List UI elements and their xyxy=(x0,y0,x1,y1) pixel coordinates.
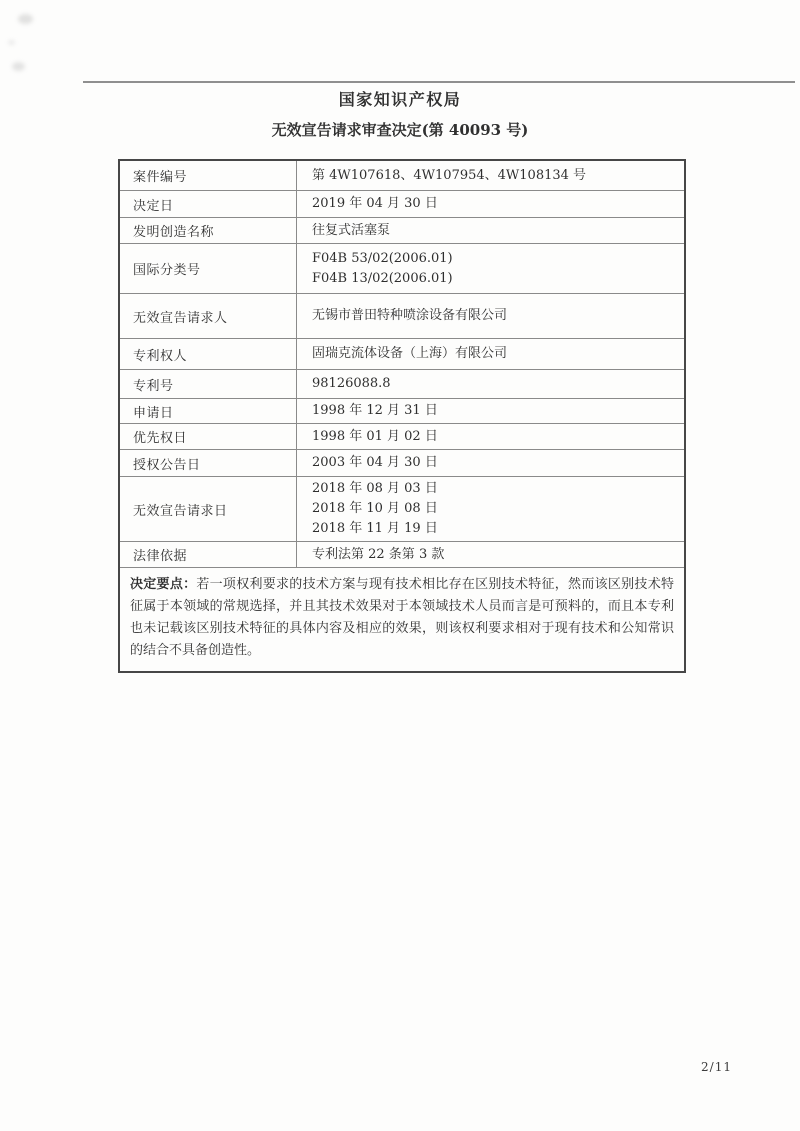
table-row-patentee xyxy=(120,339,684,370)
row-label: 案件编号 xyxy=(120,161,297,190)
row-value xyxy=(297,399,684,423)
row-value xyxy=(297,218,684,243)
decision-gist-text: 若一项权利要求的技术方案与现有技术相比存在区别技术特征，然而该区别技术特征属于本领域的常规选择，并且其技术效果对于本领域技术人员而言是可预料的，而且本专利也未记载该区别技术特征的具体内容及相应的效果，则该权利要求相对于现有技术和公知常识的结合不具备创造性。 xyxy=(130,577,674,658)
row-label: 专利权人 xyxy=(120,339,297,369)
value-line: 2018 年 11 月 19 日 xyxy=(312,521,438,536)
value-line: 第 4W107618、4W107954、4W108134 号 xyxy=(312,167,587,183)
table-row-invention-title xyxy=(120,218,684,244)
table-row-case-number xyxy=(120,161,684,191)
table-row-legal-basis xyxy=(120,542,684,568)
table-row-request-dates xyxy=(120,477,684,542)
document-title: 国家知识产权局 xyxy=(338,90,462,109)
row-label: 发明创造名称 xyxy=(120,218,297,243)
row-value xyxy=(297,542,684,567)
row-value xyxy=(297,339,684,369)
value-line: 1998 年 01 月 02 日 xyxy=(312,428,438,444)
value-line: F04B 13/02(2006.01) xyxy=(312,270,453,286)
value-line: F04B 53/02(2006.01) xyxy=(312,250,453,266)
row-label: 决定日 xyxy=(120,191,297,217)
page-number: 2/11 xyxy=(701,1060,732,1074)
value-line: 专利法第 22 条第 3 款 xyxy=(312,546,445,562)
table-row-decision-date xyxy=(120,191,684,218)
scan-smudge xyxy=(8,40,15,45)
value-line: 2003 年 04 月 30 日 xyxy=(312,455,438,470)
table-row-priority-date xyxy=(120,424,684,450)
value-line: 1998 年 12 月 31 日 xyxy=(312,403,438,418)
row-value xyxy=(297,477,684,541)
header-rule xyxy=(83,81,795,83)
row-label: 无效宣告请求日 xyxy=(120,477,297,541)
row-value xyxy=(297,191,684,217)
row-label: 专利号 xyxy=(120,370,297,398)
row-value xyxy=(297,450,684,476)
value-line: 98126088.8 xyxy=(312,376,391,391)
row-value xyxy=(297,424,684,449)
value-line: 2019 年 04 月 30 日 xyxy=(312,196,438,211)
row-value xyxy=(297,370,684,398)
value-line: 无锡市普田特种喷涂设备有限公司 xyxy=(312,308,508,323)
decision-gist xyxy=(120,568,684,671)
value-line: 2018 年 10 月 08 日 xyxy=(312,501,438,516)
row-label: 申请日 xyxy=(120,399,297,423)
row-value xyxy=(297,294,684,338)
decision-gist-label: 决定要点： xyxy=(130,577,197,592)
scan-smudge xyxy=(18,14,33,24)
row-label: 国际分类号 xyxy=(120,244,297,293)
decision-number-subtitle: 无效宣告请求审查决定(第 40093 号) xyxy=(271,121,529,139)
table-row-ipc-class xyxy=(120,244,684,294)
row-label: 法律依据 xyxy=(120,542,297,567)
scan-smudge xyxy=(12,62,25,71)
value-line: 往复式活塞泵 xyxy=(312,222,391,238)
row-label: 优先权日 xyxy=(120,424,297,449)
bibliographic-table xyxy=(118,159,686,673)
value-line: 2018 年 08 月 03 日 xyxy=(312,481,438,496)
row-label: 无效宣告请求人 xyxy=(120,294,297,338)
row-label: 授权公告日 xyxy=(120,450,297,476)
row-value xyxy=(297,161,684,190)
table-row-grant-date xyxy=(120,450,684,477)
row-value xyxy=(297,244,684,293)
value-line: 固瑞克流体设备（上海）有限公司 xyxy=(312,346,508,361)
table-row-patent-number xyxy=(120,370,684,399)
table-row-filing-date xyxy=(120,399,684,424)
table-row-petitioner xyxy=(120,294,684,339)
